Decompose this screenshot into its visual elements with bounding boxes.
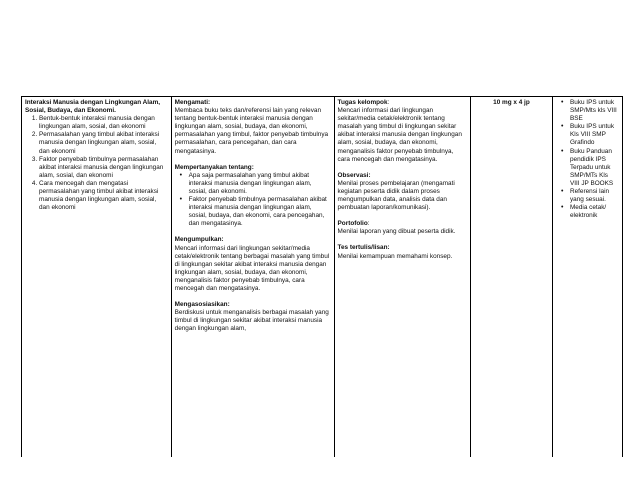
mengamati-heading: Mengamati: <box>174 99 211 106</box>
penilaian-cell <box>334 97 470 458</box>
mengasosiasi-heading: Mengasosiasikan: <box>174 301 230 309</box>
portofolio-heading: Portofolio <box>337 220 368 228</box>
list-item: 4. Cara mencegah dan mengatasi permasalahan yang timbul akibat interaksi manusia dengan lingkungan alam, sosial, dan ekonomi <box>39 180 168 212</box>
menanya-heading: Mempertanyakan tentang: <box>174 163 254 171</box>
list-item: • Referensi lain yang sesuai. <box>570 188 619 204</box>
table-row <box>22 97 623 458</box>
tugas-colon: : <box>387 99 390 106</box>
portofolio-colon: : <box>367 220 370 228</box>
list-item: 2. Permasalahan yang timbul akibat interaksi manusia dengan lingkungan alam, sosial, dan ekonomi <box>39 131 168 155</box>
list-item: 3. Faktor penyebab timbulnya permasalahan akibat interaksi manusia dengan lingkungan alam, sosial, dan ekonomi <box>39 156 168 180</box>
mengumpulkan-heading: Mengumpulkan: <box>174 236 224 244</box>
tes-heading: Tes tertulis/lisan: <box>337 244 390 252</box>
menanya-list <box>175 172 331 229</box>
mengasosiasi-text: Berdiskusi untuk menganalisis berbagai masalah yang timbul di lingkungan sekitar akibat interaksi manusia dengan lingkungan alam, <box>174 309 329 333</box>
observasi-heading: Observasi: <box>337 171 371 179</box>
list-item: • Faktor penyebab timbulnya permasalahan akibat interaksi manusia dengan lingkungan alam, sosial, budaya, dan ekonomi, cara pencegahan, dan mengatasinya. <box>189 196 331 228</box>
list-item: • Apa saja permasalahan yang timbul akibat interaksi manusia dengan lingkungan alam, sosial, dan ekonomi. <box>189 172 331 196</box>
mengamati-text: Membaca buku teks dan/referensi lain yang relevan tentang bentuk-bentuk interaksi manusia dengan lingkungan alam, sosial, budaya, dan ekonomi, permasalahan yang timbul, faktor penyebab timbulnya permasalahan, cara pencegahan, dan cara mengatasinya. <box>174 107 329 155</box>
observasi-text: Menilai proses pembelajaran (mengamati kegiatan peserta didik dalam proses mengumpulkan data, analisis data dan pembuatan laporan/komunikasi). <box>337 179 455 212</box>
list-item: • Buku Panduan pendidik IPS Terpadu untuk SMP/MTs Kls VIII JP BOOKS <box>570 148 619 188</box>
sumber-belajar-list <box>556 99 619 220</box>
list-item: • Media cetak/ elektronik <box>570 204 619 220</box>
tugas-heading: Tugas kelompok <box>337 99 388 106</box>
materi-list <box>25 115 168 212</box>
materi-cell <box>22 97 172 458</box>
tes-text: Menilai kemampuan memahami konsep. <box>337 252 453 260</box>
materi-title: Interaksi Manusia dengan Lingkungan Alam, Sosial, Budaya, dan Ekonomi. <box>25 99 161 115</box>
kegiatan-cell <box>171 97 334 458</box>
tugas-heading-line <box>338 99 467 107</box>
list-item: • Buku IPS untuk Kls VIII SMP Grafindo <box>570 123 619 147</box>
list-item: • Buku IPS untuk SMP/Mts kls VIII BSE <box>570 99 619 123</box>
alokasi-waktu-cell <box>470 97 552 458</box>
syllabus-table <box>21 96 623 457</box>
list-item: 1. Bentuk-bentuk interaksi manusia dengan lingkungan alam, sosial, dan ekonomi <box>39 115 168 131</box>
sumber-belajar-cell <box>552 97 622 458</box>
alokasi-waktu: 10 mg x 4 jp <box>493 99 530 106</box>
mengumpulkan-text: Mencari informasi dari lingkungan sekitar/media cetak/elektronik tentang berbagai masalah yang timbul di lingkungan sekitar akibat interaksi manusia dengan lingkungan alam, sosial, budaya, dan ekonomi, menganalisis faktor penyebab timbulnya, cara mencegah dan mengatasinya. <box>174 244 330 292</box>
portofolio-heading-line <box>338 220 467 228</box>
portofolio-text: Menilai laporan yang dibuat peserta didik. <box>337 228 456 236</box>
tugas-text: Mencari informasi dari lingkungan sekitar/media cetak/elektronik tentang masalah yang timbul di lingkungan sekitar akibat interaksi manusia dengan lingkungan alam, sosial, budaya, dan ekonomi, menganalisis faktor penyebab timbulnya, cara mencegah dan mengatasinya. <box>337 107 462 163</box>
